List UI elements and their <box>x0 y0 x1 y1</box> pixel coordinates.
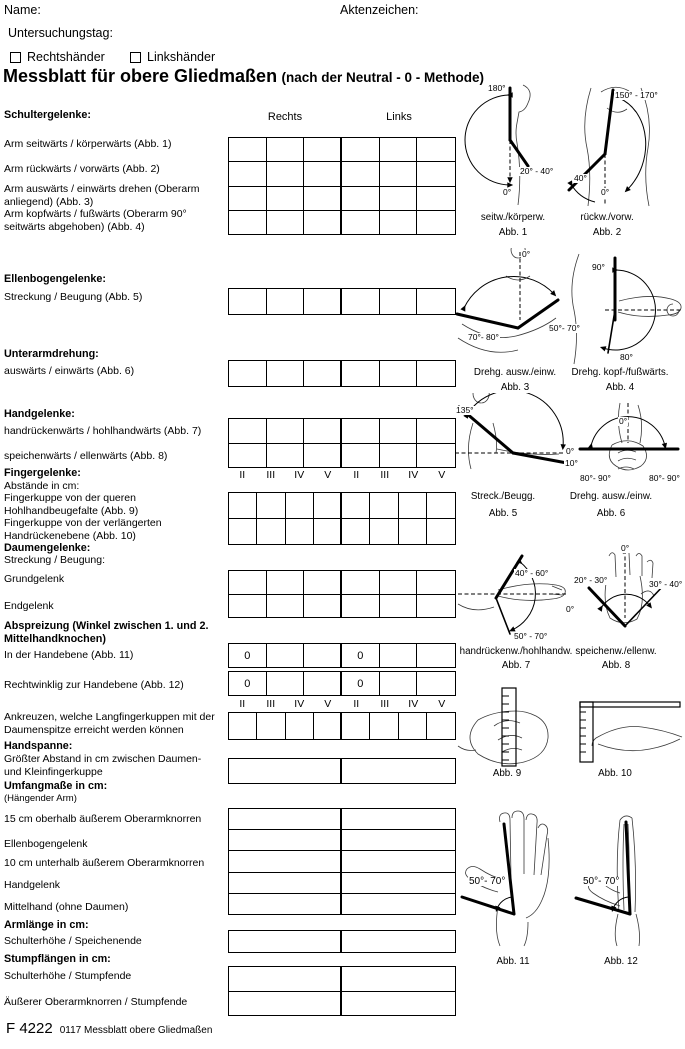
measurement-cell[interactable] <box>427 519 455 544</box>
measurement-cell[interactable] <box>342 992 455 1016</box>
angle-label: 30° - 40° <box>649 579 683 589</box>
measurement-cell[interactable] <box>342 809 455 830</box>
figure-1-label: Abb. 1 <box>498 227 528 238</box>
angle-label: 50° - 70° <box>514 631 548 641</box>
table-handspanne <box>228 758 456 784</box>
table-ellenbogen <box>228 288 456 315</box>
table-daumengelenke <box>228 570 456 618</box>
label-handgelenk: Handgelenk <box>4 879 61 891</box>
heading-armlaenge: Armlänge in cm: <box>4 919 89 931</box>
angle-label: 40° - 60° <box>515 568 549 578</box>
linkshaender-label: Linkshänder <box>147 50 216 64</box>
measurement-cell[interactable] <box>229 873 342 894</box>
measurement-cell[interactable] <box>229 713 257 739</box>
measurement-cell[interactable] <box>417 595 455 618</box>
numeral: V <box>324 469 332 481</box>
label-arm-seitwaerts: Arm seitwärts / körperwärts (Abb. 1) <box>4 138 172 150</box>
measurement-cell[interactable] <box>229 851 342 872</box>
label-fingerkuppe-quere: Fingerkuppe von der queren Hohlhandbeugefalte (Abb. 9) <box>4 492 139 517</box>
measurement-cell[interactable] <box>417 289 455 314</box>
numeral: III <box>380 698 390 710</box>
label-ellenbogengelenk: Ellenbogengelenk <box>4 838 88 850</box>
angle-label: 0° <box>566 604 575 614</box>
label-15cm-oberhalb: 15 cm oberhalb äußerem Oberarmknorren <box>4 813 202 825</box>
measurement-cell[interactable] <box>304 672 342 695</box>
measurement-cell[interactable] <box>342 187 380 211</box>
column-header-rechts: Rechts <box>267 111 303 123</box>
measurement-cell[interactable] <box>342 894 455 914</box>
label-ankreuzen: Ankreuzen, welche Langfingerkuppen mit der Daumenspitze erreicht werden können <box>4 711 215 736</box>
numeral: III <box>266 698 276 710</box>
numeral: V <box>438 469 446 481</box>
linkshaender-checkbox[interactable] <box>130 52 141 63</box>
measurement-cell[interactable] <box>380 444 418 468</box>
table-umfangmasse <box>228 808 456 915</box>
measurement-cell[interactable] <box>229 830 342 851</box>
measurement-cell[interactable] <box>417 444 455 468</box>
rechtshaender-label: Rechtshänder <box>27 50 105 64</box>
table-stumpflaengen <box>228 966 456 1016</box>
angle-label: 80°- 90° <box>580 473 611 483</box>
label-groesster-abstand: Größter Abstand in cm zwischen Daumen- und Kleinfingerkuppe <box>4 753 202 778</box>
measurement-cell[interactable] <box>342 289 380 314</box>
measurement-cell[interactable] <box>342 162 380 186</box>
measurement-cell[interactable] <box>229 419 267 444</box>
figure-8-label: Abb. 8 <box>601 660 631 671</box>
measurement-cell[interactable] <box>304 571 342 595</box>
label-handrueckenwaerts: handrückenwärts / hohlhandwärts (Abb. 7) <box>4 425 202 437</box>
measurement-cell[interactable] <box>229 519 257 544</box>
measurement-cell[interactable]: 0 <box>342 672 380 695</box>
name-label: Name: <box>4 3 41 17</box>
measurement-cell[interactable] <box>342 519 370 544</box>
measurement-cell[interactable] <box>370 493 398 519</box>
label-oberarmknorren-stumpfende: Äußerer Oberarmknorren / Stumpfende <box>4 996 188 1008</box>
angle-label: 0° <box>522 249 531 259</box>
measurement-cell[interactable] <box>304 289 342 314</box>
measurement-cell[interactable] <box>304 162 342 186</box>
measurement-cell[interactable] <box>229 809 342 830</box>
heading-ellenbogengelenke: Ellenbogengelenke: <box>4 273 106 285</box>
measurement-cell[interactable] <box>267 672 305 695</box>
label-endgelenk: Endgelenk <box>4 600 54 612</box>
measurement-cell[interactable] <box>304 644 342 667</box>
measurement-cell[interactable] <box>286 713 314 739</box>
angle-label: 80°- 90° <box>649 473 680 483</box>
label-schulterhoehe-stumpfende: Schulterhöhe / Stumpfende <box>4 970 132 982</box>
measurement-cell[interactable] <box>229 138 267 162</box>
label-mittelhand: Mittelhand (ohne Daumen) <box>4 901 129 913</box>
numeral: IV <box>294 698 305 710</box>
measurement-cell[interactable] <box>304 595 342 618</box>
measurement-cell[interactable] <box>417 571 455 595</box>
measurement-cell[interactable] <box>370 519 398 544</box>
numeral: V <box>438 698 446 710</box>
measurement-cell[interactable]: 0 <box>342 644 380 667</box>
angle-label: 80° <box>620 352 633 362</box>
figure-7-caption: handrückenw./hohlhandw. <box>459 646 573 657</box>
measurement-cell[interactable] <box>267 138 305 162</box>
measurement-cell[interactable] <box>417 644 455 667</box>
page-title <box>3 66 484 87</box>
figure-7-label: Abb. 7 <box>501 660 531 671</box>
rechtshaender-checkbox[interactable] <box>10 52 21 63</box>
measurement-cell[interactable] <box>267 187 305 211</box>
measurement-cell[interactable]: 0 <box>229 672 267 695</box>
measurement-cell[interactable] <box>229 444 267 468</box>
table-unterarm <box>228 360 456 387</box>
figure-3-caption: Drehg. ausw./einw. <box>473 367 557 378</box>
measurement-cell[interactable] <box>342 361 380 386</box>
measurement-cell[interactable] <box>342 931 455 952</box>
measurement-cell[interactable] <box>342 444 380 468</box>
angle-label: 50°- 70° <box>549 323 580 333</box>
measurement-cell[interactable] <box>380 162 418 186</box>
label-fingerkuppe-verlaengert: Fingerkuppe von der verlängerten Handrückenebene (Abb. 10) <box>4 517 162 542</box>
measurement-cell[interactable] <box>314 493 342 519</box>
figure-1-caption: seitw./körperw. <box>480 212 546 223</box>
measurement-cell[interactable] <box>229 759 342 783</box>
measurement-cell[interactable] <box>229 187 267 211</box>
heading-umfangmasse: Umfangmaße in cm: <box>4 780 108 792</box>
measurement-cell[interactable] <box>304 211 342 234</box>
page-title-main: Messblatt für obere Gliedmaßen <box>3 66 278 86</box>
measurement-cell[interactable] <box>399 493 427 519</box>
figure-5-caption: Streck./Beugg. <box>470 491 536 502</box>
measurement-cell[interactable] <box>380 361 418 386</box>
angle-label: 0° <box>601 187 610 197</box>
numeral: IV <box>294 469 305 481</box>
figure-10-hand-board-ruler <box>566 698 685 766</box>
numeral: IV <box>408 698 419 710</box>
measurement-cell[interactable] <box>304 361 342 386</box>
measurement-cell[interactable] <box>257 493 285 519</box>
measurement-cell[interactable] <box>417 419 455 444</box>
measurement-cell[interactable] <box>399 713 427 739</box>
table-handebene <box>228 643 456 668</box>
measurement-cell[interactable] <box>342 851 455 872</box>
numeral: IV <box>408 469 419 481</box>
measurement-cell[interactable] <box>399 519 427 544</box>
angle-label: 50°- 70° <box>469 876 506 887</box>
measurement-cell[interactable] <box>257 713 285 739</box>
heading-daumengelenke: Daumengelenke: <box>4 542 91 554</box>
figure-5-label: Abb. 5 <box>488 508 518 519</box>
angle-label: 10° <box>565 458 578 468</box>
heading-handspanne: Handspanne: <box>4 740 73 752</box>
measurement-cell[interactable] <box>267 444 305 468</box>
label-arm-auswaerts: Arm auswärts / einwärts drehen (Oberarm anliegend) (Abb. 3) <box>4 183 200 208</box>
numeral: III <box>266 469 276 481</box>
measurement-cell[interactable] <box>342 138 380 162</box>
measurement-cell[interactable] <box>304 444 342 468</box>
measurement-cell[interactable] <box>286 493 314 519</box>
measurement-cell[interactable] <box>229 361 267 386</box>
measurement-cell[interactable] <box>267 571 305 595</box>
label-schulterhoehe-speichenende: Schulterhöhe / Speichenende <box>4 935 142 947</box>
measurement-cell[interactable] <box>417 361 455 386</box>
measurement-cell[interactable] <box>342 419 380 444</box>
angle-label: 20° - 40° <box>520 166 554 176</box>
table-fingergelenke <box>228 492 456 545</box>
label-arm-kopfwaerts: Arm kopfwärts / fußwärts (Oberarm 90° seitwärts abgehoben) (Abb. 4) <box>4 208 187 233</box>
measurement-cell[interactable] <box>229 894 342 914</box>
measurement-cell[interactable] <box>342 571 380 595</box>
heading-schultergelenke: Schultergelenke: <box>4 109 92 121</box>
measurement-cell[interactable] <box>229 967 342 992</box>
measurement-cell[interactable] <box>267 419 305 444</box>
label-10cm-unterhalb: 10 cm unterhalb äußerem Oberarmknorren <box>4 857 205 869</box>
angle-label: 0° <box>566 446 575 456</box>
measurement-cell[interactable] <box>380 289 418 314</box>
angle-label: 20° - 30° <box>574 575 608 585</box>
measurement-cell[interactable] <box>267 211 305 234</box>
measurement-cell[interactable]: 0 <box>229 644 267 667</box>
figure-6-forearm-rotation <box>576 397 685 485</box>
figure-6-label: Abb. 6 <box>596 508 626 519</box>
measurement-cell[interactable] <box>304 419 342 444</box>
aktenzeichen-label: Aktenzeichen: <box>340 3 419 17</box>
figure-8-wrist-deviation <box>571 543 685 646</box>
table-armlaenge <box>228 930 456 953</box>
label-haengender-arm: (Hängender Arm) <box>4 793 77 804</box>
figure-8-caption: speichenw./ellenw. <box>575 646 657 657</box>
angle-label: 50°- 70° <box>583 876 620 887</box>
numeral: II <box>353 469 360 481</box>
measurement-cell[interactable] <box>229 595 267 618</box>
measurement-cell[interactable] <box>267 361 305 386</box>
measurement-cell[interactable] <box>314 519 342 544</box>
measurement-cell[interactable] <box>229 211 267 234</box>
figure-11-label: Abb. 11 <box>496 956 530 967</box>
measurement-cell[interactable] <box>286 519 314 544</box>
measurement-cell[interactable] <box>370 713 398 739</box>
measurement-cell[interactable] <box>342 830 455 851</box>
numeral: II <box>239 469 246 481</box>
angle-label: 40° <box>574 173 587 183</box>
angle-label: 0° <box>619 416 628 426</box>
measurement-cell[interactable] <box>380 595 418 618</box>
measurement-cell[interactable] <box>417 672 455 695</box>
label-in-der-handebene: In der Handebene (Abb. 11) <box>4 649 134 661</box>
measurement-cell[interactable] <box>257 519 285 544</box>
measurement-cell[interactable] <box>380 644 418 667</box>
label-grundgelenk: Grundgelenk <box>4 573 65 585</box>
label-auswaerts-einwaerts: auswärts / einwärts (Abb. 6) <box>4 365 135 377</box>
measurement-cell[interactable] <box>304 187 342 211</box>
figure-12-label: Abb. 12 <box>604 956 638 967</box>
measurement-cell[interactable] <box>267 644 305 667</box>
measurement-cell[interactable] <box>229 289 267 314</box>
figure-4-label: Abb. 4 <box>605 382 635 393</box>
label-streckung-beugung-daumen: Streckung / Beugung: <box>4 554 105 566</box>
measurement-cell[interactable] <box>342 713 370 739</box>
heading-handgelenke: Handgelenke: <box>4 408 75 420</box>
measurement-cell[interactable] <box>417 187 455 211</box>
angle-label: 180° <box>488 83 506 93</box>
label-speichenwaerts: speichenwärts / ellenwärts (Abb. 8) <box>4 450 168 462</box>
figure-4-caption: Drehg. kopf-/fußwärts. <box>571 367 669 378</box>
angle-label: 0° <box>503 187 512 197</box>
numeral-row-fingers <box>228 469 456 481</box>
measurement-cell[interactable] <box>229 571 267 595</box>
measurement-cell[interactable] <box>417 138 455 162</box>
table-schultergelenke <box>228 137 456 235</box>
table-rechtwinklig <box>228 671 456 696</box>
numeral: II <box>239 698 246 710</box>
measurement-cell[interactable] <box>380 138 418 162</box>
numeral: III <box>380 469 390 481</box>
measurement-cell[interactable] <box>304 138 342 162</box>
figure-10-label: Abb. 10 <box>598 768 632 779</box>
angle-label: 0° <box>621 543 630 553</box>
measurement-cell[interactable] <box>380 211 418 234</box>
form-number <box>6 1020 212 1038</box>
measurement-cell[interactable] <box>229 931 342 952</box>
measurement-cell[interactable] <box>314 713 342 739</box>
column-header-links: Links <box>386 111 412 123</box>
figure-7-wrist-flexion <box>454 546 576 640</box>
table-ankreuzen <box>228 712 456 740</box>
figure-4-shoulder-rotation-abducted <box>561 248 685 366</box>
angle-label: 70°- 80° <box>468 332 499 342</box>
form-footer-text: 0117 Messblatt obere Gliedmaßen <box>59 1025 213 1036</box>
figure-9-label: Abb. 9 <box>492 768 522 779</box>
label-streckung-beugung: Streckung / Beugung (Abb. 5) <box>4 291 143 303</box>
label-abstaende: Abstände in cm: <box>4 480 80 492</box>
measurement-cell[interactable] <box>267 289 305 314</box>
heading-stumpflaengen: Stumpflängen in cm: <box>4 953 111 965</box>
untersuchungstag-label: Untersuchungstag: <box>8 26 113 40</box>
measurement-cell[interactable] <box>229 162 267 186</box>
figure-6-caption: Drehg. ausw./einw. <box>569 491 653 502</box>
figure-2-label: Abb. 2 <box>592 227 622 238</box>
angle-label: 90° <box>592 262 605 272</box>
measurement-cell[interactable] <box>380 419 418 444</box>
form-code: F 4222 <box>6 1020 53 1037</box>
measurement-cell[interactable] <box>342 759 455 783</box>
measurement-cell[interactable] <box>342 873 455 894</box>
measurement-cell[interactable] <box>342 211 380 234</box>
measurement-cell[interactable] <box>380 672 418 695</box>
numeral-row-ankreuzen <box>228 698 456 710</box>
measurement-cell[interactable] <box>427 713 455 739</box>
measurement-cell[interactable] <box>229 992 342 1016</box>
figure-3-shoulder-rotation <box>454 248 564 366</box>
measurement-cell[interactable] <box>417 211 455 234</box>
numeral: V <box>324 698 332 710</box>
measurement-cell[interactable] <box>267 162 305 186</box>
label-arm-rueckwaerts: Arm rückwärts / vorwärts (Abb. 2) <box>4 163 160 175</box>
measurement-cell[interactable] <box>342 493 370 519</box>
page-title-suffix: (nach der Neutral - 0 - Methode) <box>281 70 485 85</box>
figure-9-fist-ruler <box>454 686 568 768</box>
heading-fingergelenke: Fingergelenke: <box>4 467 81 479</box>
angle-label: 135° <box>456 405 474 415</box>
measurement-cell[interactable] <box>229 493 257 519</box>
measurement-cell[interactable] <box>417 162 455 186</box>
heading-abspreizung: Abspreizung (Winkel zwischen 1. und 2. Mittelhandknochen) <box>4 620 209 645</box>
measurement-cell[interactable] <box>380 571 418 595</box>
measurement-cell[interactable] <box>380 187 418 211</box>
figure-3-label: Abb. 3 <box>500 382 530 393</box>
heading-unterarmdrehung: Unterarmdrehung: <box>4 348 99 360</box>
measurement-cell[interactable] <box>342 595 380 618</box>
measurement-cell[interactable] <box>267 595 305 618</box>
label-rechtwinklig: Rechtwinklig zur Handebene (Abb. 12) <box>4 679 184 691</box>
figure-2-caption: rückw./vorw. <box>580 212 634 223</box>
measurement-cell[interactable] <box>342 967 455 992</box>
table-handgelenke <box>228 418 456 468</box>
numeral: II <box>353 698 360 710</box>
angle-label: 150° - 170° <box>615 90 658 100</box>
